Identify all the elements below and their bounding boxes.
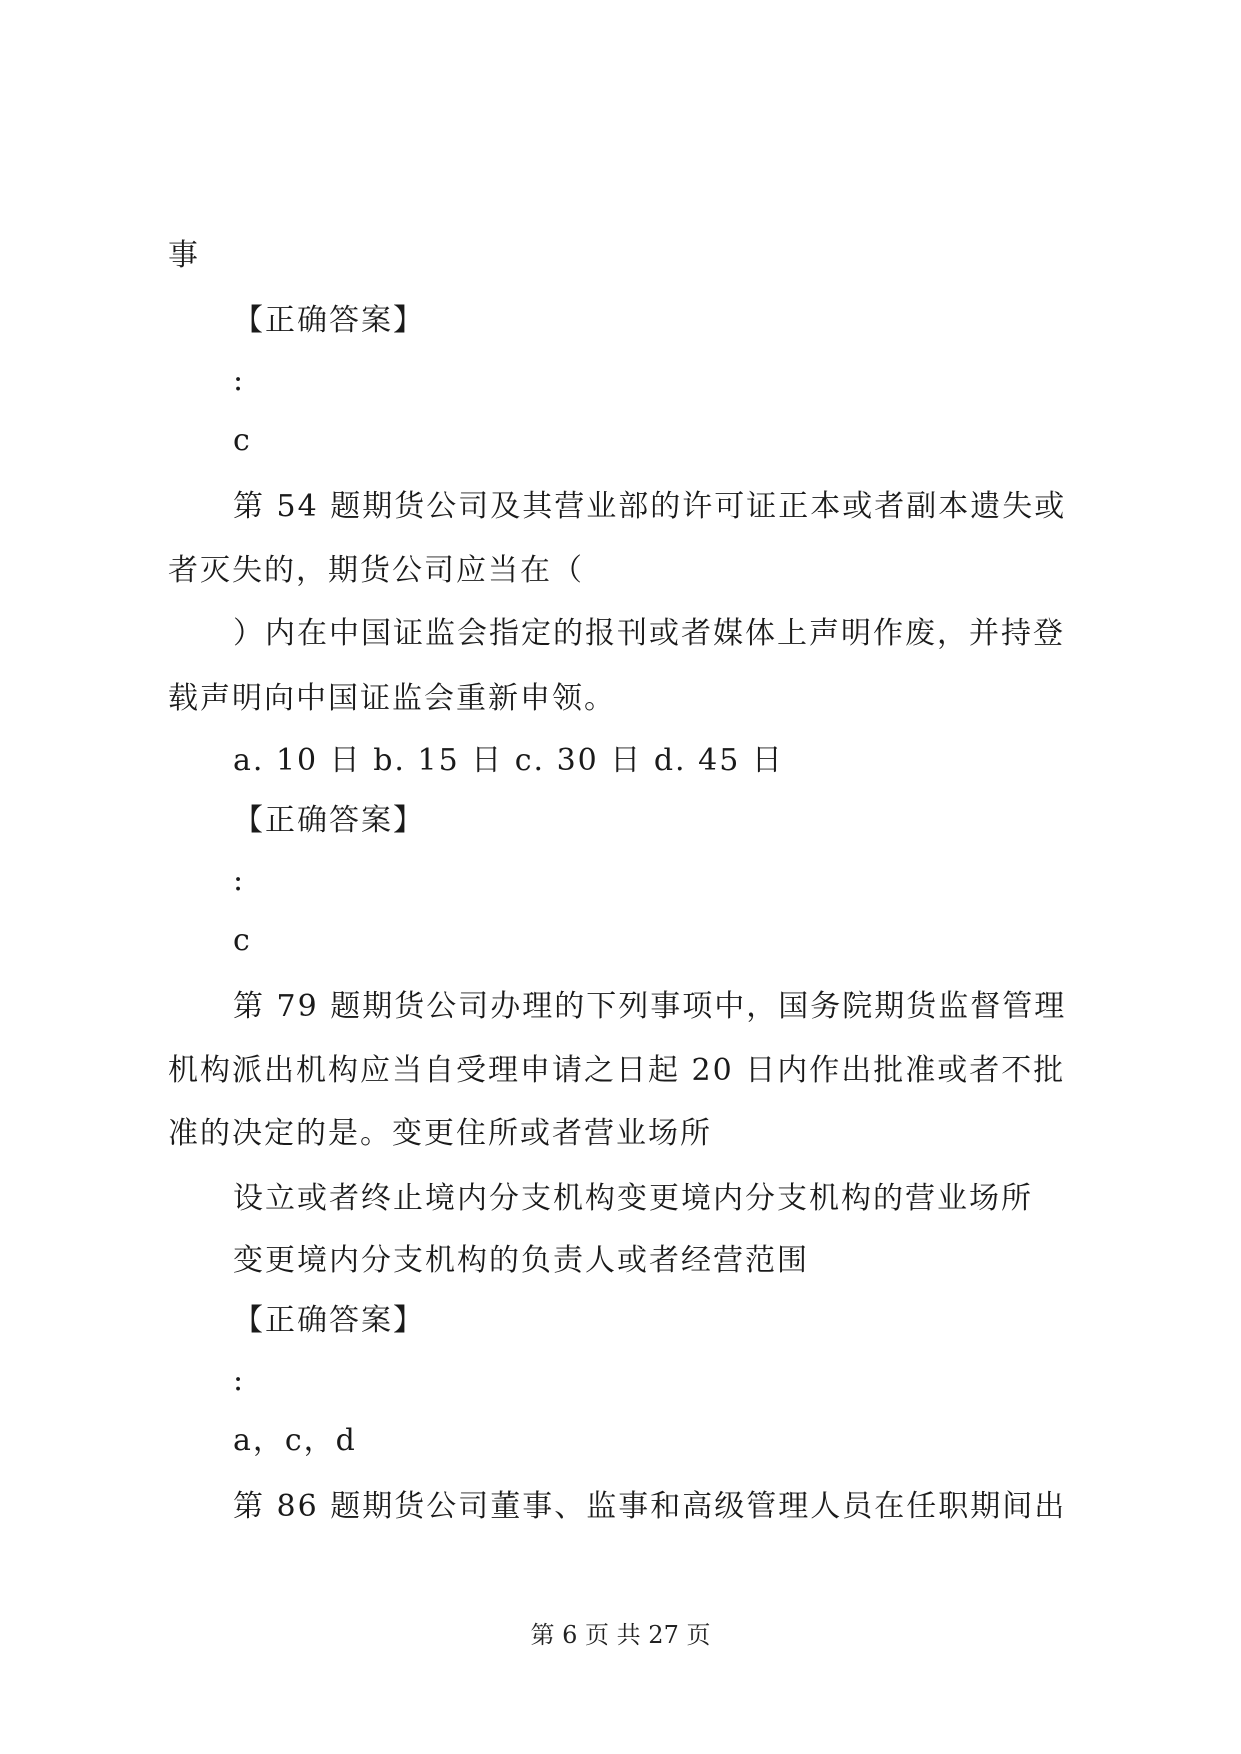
question-54-text: 载声明向中国证监会重新申领。 — [168, 681, 616, 716]
question-79-text: 第 79 题期货公司办理的下列事项中，国务院期货监督管理 — [233, 989, 1067, 1024]
question-79-option: 设立或者终止境内分支机构变更境内分支机构的营业场所 — [233, 1181, 1033, 1216]
question-79-option: 变更境内分支机构的负责人或者经营范围 — [233, 1243, 809, 1278]
answer-heading: 【正确答案】 — [233, 803, 425, 838]
answer-heading: 【正确答案】 — [233, 1303, 425, 1338]
page-number-footer: 第 6 页 共 27 页 — [530, 1621, 711, 1649]
question-79-text: 机构派出机构应当自受理申请之日起 20 日内作出批准或者不批 — [168, 1053, 1066, 1088]
answer-colon: : — [233, 863, 246, 898]
question-79-text: 准的决定的是。变更住所或者营业场所 — [168, 1116, 712, 1151]
answer-value: c — [233, 923, 252, 958]
answer-colon: : — [233, 1363, 246, 1398]
answer-heading: 【正确答案】 — [233, 303, 425, 338]
question-54-text: ）内在中国证监会指定的报刊或者媒体上声明作废，并持登 — [233, 616, 1065, 651]
question-54-options: a. 10 日 b. 15 日 c. 30 日 d. 45 日 — [233, 743, 784, 778]
question-54-text: 第 54 题期货公司及其营业部的许可证正本或者副本遗失或 — [233, 489, 1067, 524]
answer-colon: : — [233, 363, 246, 398]
answer-value: a，c，d — [233, 1423, 357, 1458]
answer-value: c — [233, 423, 252, 458]
question-86-text: 第 86 题期货公司董事、监事和高级管理人员在任职期间出 — [233, 1489, 1067, 1524]
question-54-text: 者灭失的，期货公司应当在（ — [168, 553, 584, 588]
text-line: 事 — [168, 238, 200, 273]
